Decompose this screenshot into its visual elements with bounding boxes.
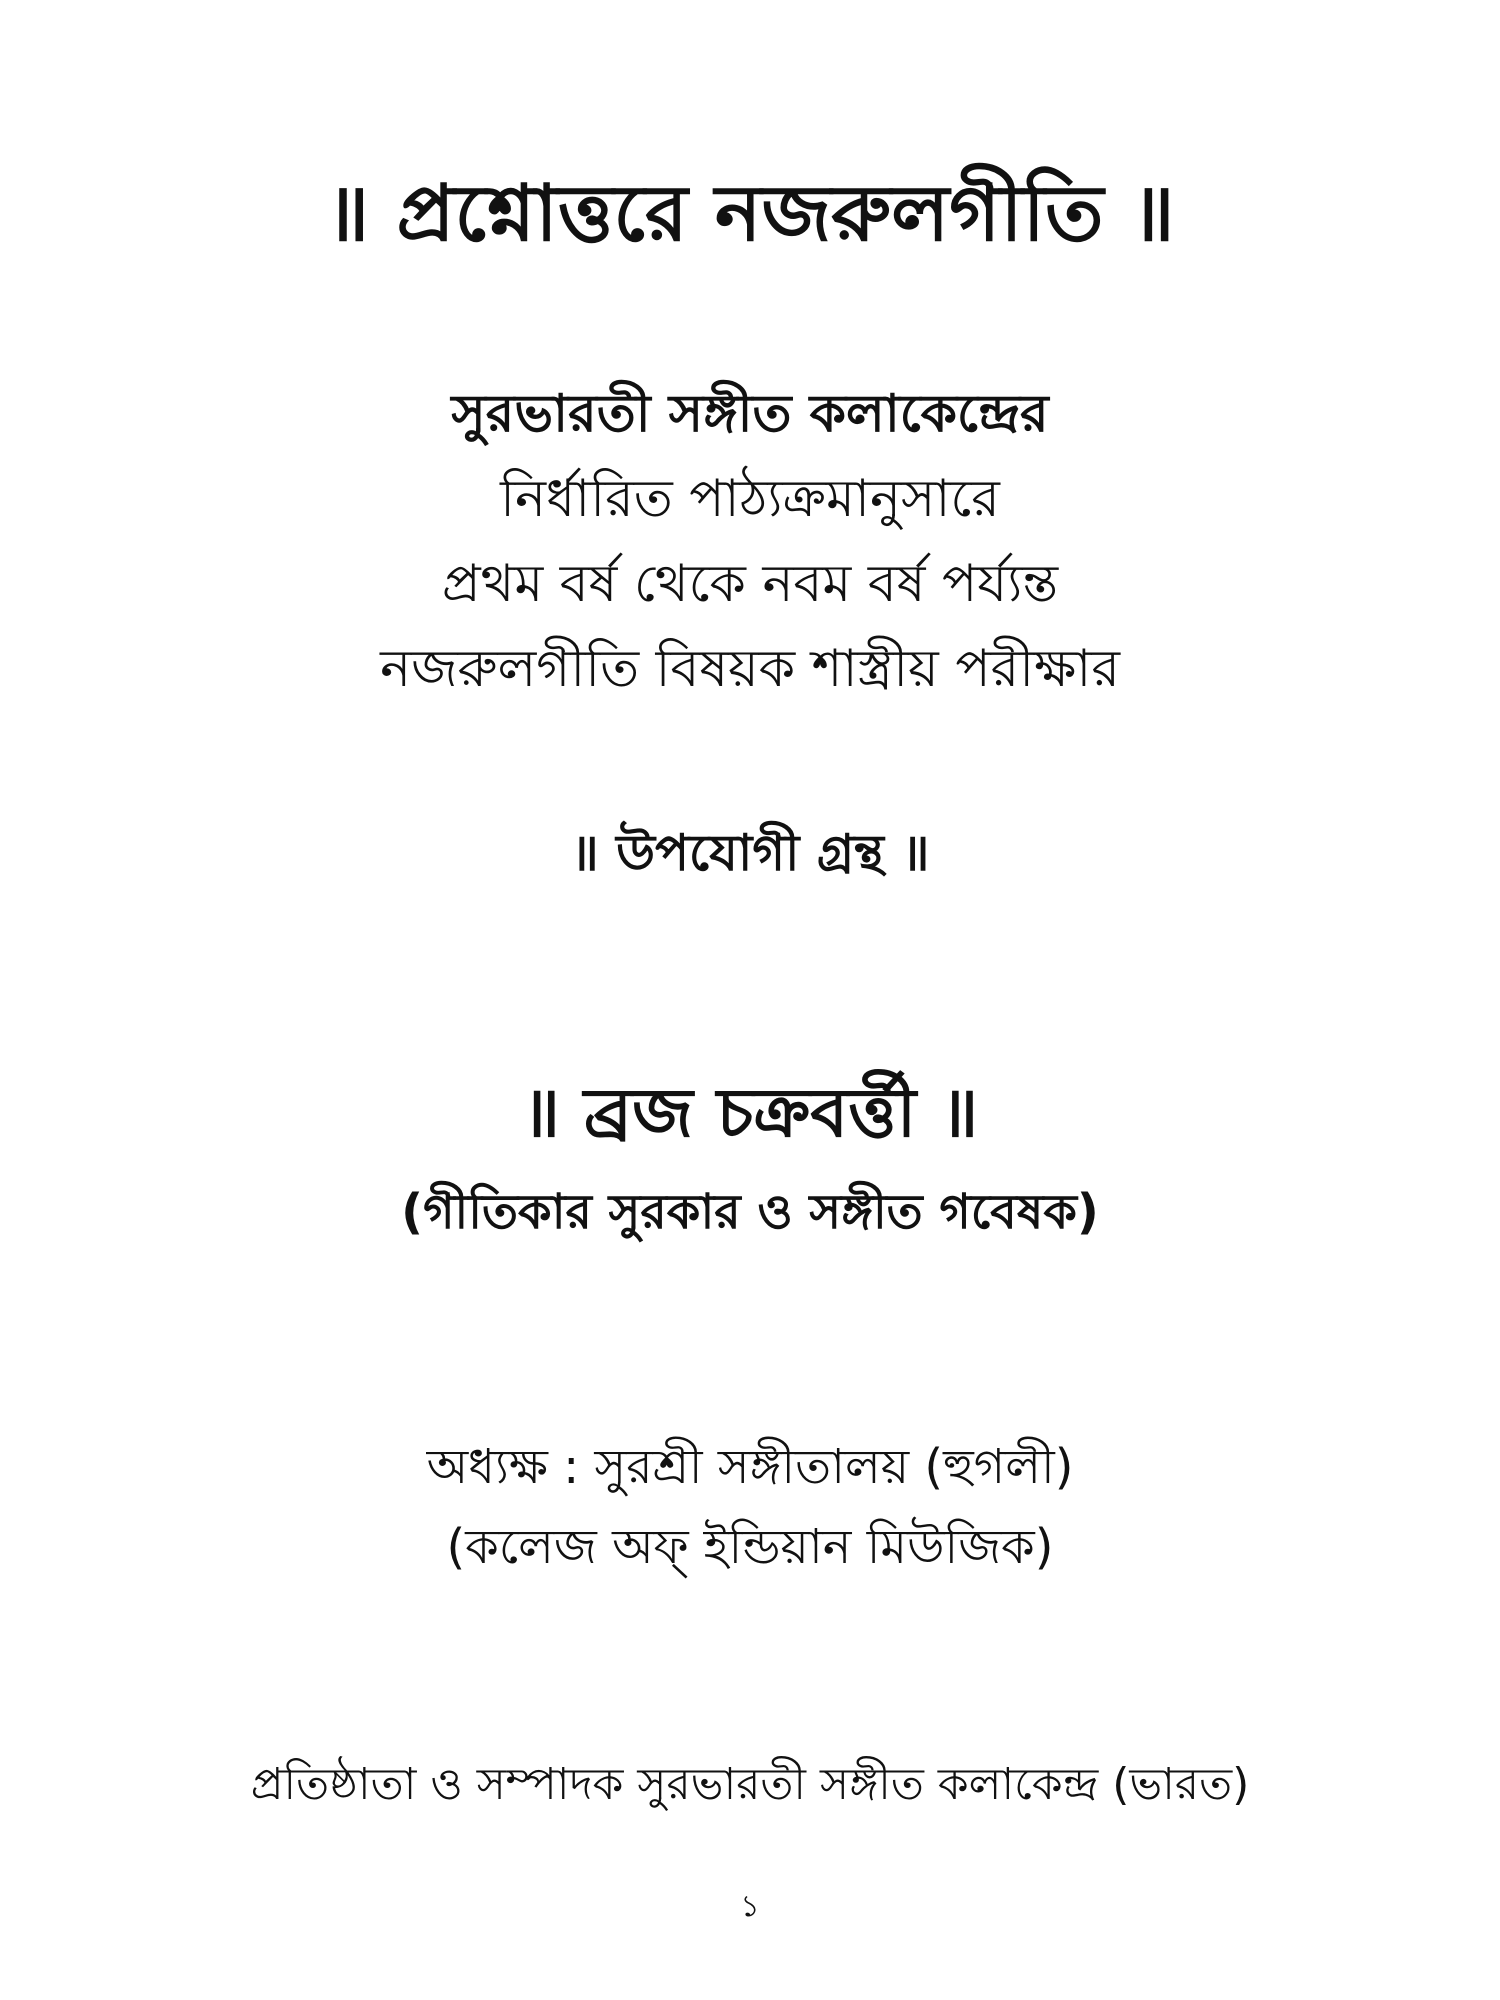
director-line: অধ্যক্ষ : সুরশ্রী সঙ্গীতালয় (হুগলী) (426, 1439, 1074, 1495)
subtitle-line-2: নির্ধারিত পাঠ্যক্রমানুসারে (500, 469, 1000, 529)
founder-line: প্রতিষ্ঠাতা ও সম্পাদক সুরভারতী সঙ্গীত কলাকেন্দ্র (ভারত) (250, 1759, 1250, 1810)
subtitle-line-3: প্রথম বর্ষ থেকে নবম বর্ষ পর্য্যন্ত (441, 554, 1059, 614)
author-role: (গীতিকার সুরকার ও সঙ্গীত গবেষক) (401, 1184, 1099, 1240)
page-number: ১ (740, 1889, 760, 1924)
subtitle-line-4: নজরুলগীতি বিষয়ক শাস্ত্রীয় পরীক্ষার (380, 639, 1120, 699)
useful-book-heading: ॥ উপযোগী গ্রন্থ ॥ (570, 824, 930, 882)
author-name: ॥ ব্রজ চক্রবর্ত্তী ॥ (521, 1074, 979, 1153)
subtitle-line-1: সুরভারতী সঙ্গীত কলাকেন্দ্রের (451, 384, 1049, 444)
college-line: (কলেজ অফ্ ইন্ডিয়ান মিউজিক) (446, 1519, 1054, 1575)
page-title: ॥ প্রশ্নোত্তরে নজরুলগীতি ॥ (325, 169, 1175, 259)
